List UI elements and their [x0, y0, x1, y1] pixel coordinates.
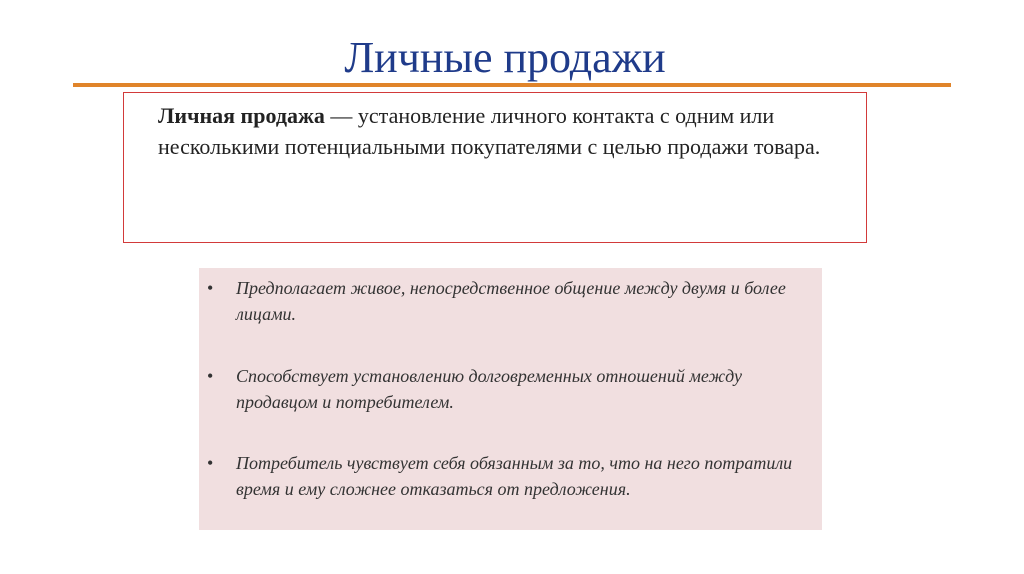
- slide-title: Личные продажи: [344, 33, 666, 82]
- bullet-marker: •: [207, 453, 214, 473]
- definition-term: Личная продажа: [158, 103, 325, 128]
- bullet-text: Потребитель чувствует себя обязанным за то, что на него потратили время и ему сложнее отказаться от предложения.: [236, 453, 793, 499]
- definition-body: — установление личного контакта с одним или несколькими потенциальными покупателями с целью продажи товара.: [158, 103, 821, 159]
- definition-text: [158, 100, 848, 162]
- bullet-marker: •: [207, 278, 214, 298]
- bullet-text: Предполагает живое, непосредственное общение между двумя и более лицами.: [236, 278, 786, 324]
- bullet-marker: •: [207, 366, 214, 386]
- bullet-text: Способствует установлению долговременных отношений между продавцом и потребителем.: [236, 366, 742, 412]
- features-box: [199, 268, 822, 530]
- definition-box: [123, 92, 867, 243]
- title-underline: [73, 83, 951, 87]
